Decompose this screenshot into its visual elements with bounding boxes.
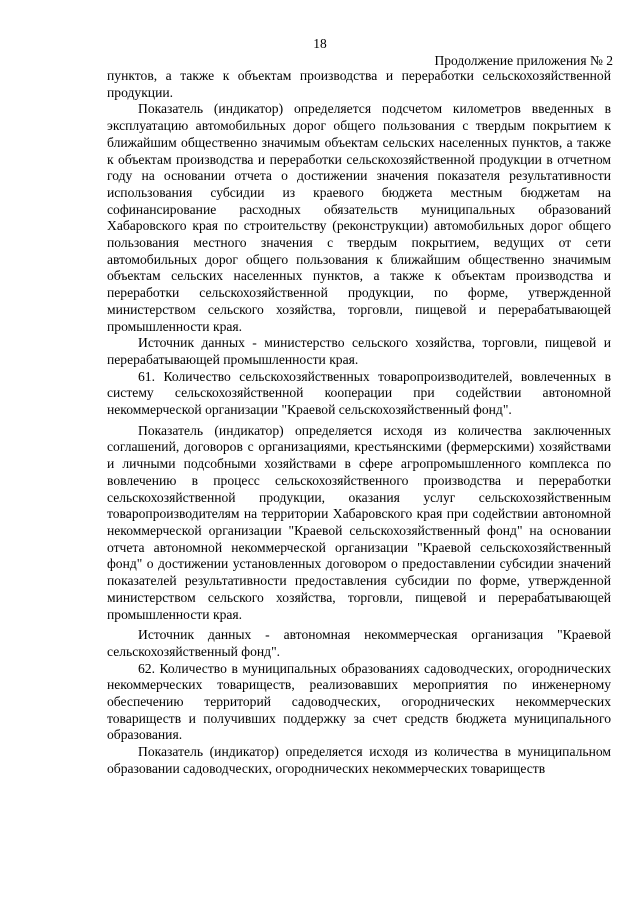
- paragraph-continued: пунктов, а также к объектам производства и переработки сельскохозяйственной продукции.: [107, 68, 611, 100]
- document-body: [107, 68, 611, 778]
- page-number: 18: [313, 36, 327, 51]
- paragraph-indicator-cooperation: Показатель (индикатор) определяется исходя из количества заключенных соглашений, договоров с организациями, крестьянскими (фермерскими) хозяйствами и личными подсобными хозяйствами в сфере агропромышленного комплекса по вовлечению в процесс сельскохозяйственного производства и переработки сельскохозяйственной продукции, оказания услуг сельскохозяйственным товаропроизводителям на территории Хабаровского края при содействии автономной некоммерческой организации "Краевой сельскохозяйственный фонд" на основании отчета автономной некоммерческой организации "Краевой сельскохозяйственный фонд" о достижении установленных договором о предоставлении субсидии значений показателей результативности предоставления субсидии по форме, утвержденной министерством сельского хозяйства, торговли, пищевой и перерабатывающей промышленности края.: [107, 422, 611, 622]
- paragraph-data-source-fund: Источник данных - автономная некоммерческая организация "Краевой сельскохозяйственный фонд".: [107, 627, 611, 659]
- appendix-continuation-label: Продолжение приложения № 2: [434, 53, 613, 68]
- paragraph-data-source-ministry: Источник данных - министерство сельского хозяйства, торговли, пищевой и перерабатывающей промышленности края.: [107, 335, 611, 367]
- paragraph-item-62: 62. Количество в муниципальных образованиях садоводческих, огороднических некоммерческих товариществ, реализовавших мероприятия по инженерному обеспечению территорий садоводческих, огороднических некоммерческих товариществ и получивших поддержку за счет средств бюджета муниципального образования.: [107, 660, 611, 743]
- paragraph-item-61: 61. Количество сельскохозяйственных товаропроизводителей, вовлеченных в систему сельскохозяйственной кооперации при содействии автономной некоммерческой организации "Краевой сельскохозяйственный фонд".: [107, 368, 611, 418]
- paragraph-indicator-roads: Показатель (индикатор) определяется подсчетом километров введенных в эксплуатацию автомобильных дорог общего пользования с твердым покрытием к ближайшим общественно значимым объектам сельских населенных пунктов, а также к объектам производства и переработки сельскохозяйственной продукции в отчетном году на основании отчета о достижении значения показателя результативности использования субсидии из краевого бюджета местным бюджетам на софинансирование расходных обязательств муниципальных образований Хабаровского края по строительству (реконструкции) автомобильных дорог общего пользования местного значения с твердым покрытием, ведущих от сети автомобильных дорог общего пользования к ближайшим общественно значимым объектам сельских населенных пунктов, а также к объектам производства и переработки сельскохозяйственной продукции, по форме, утвержденной министерством сельского хозяйства, торговли, пищевой и перерабатывающей промышленности края.: [107, 101, 611, 334]
- paragraph-indicator-gardening: Показатель (индикатор) определяется исходя из количества в муниципальном образовании садоводческих, огороднических некоммерческих товариществ: [107, 744, 611, 776]
